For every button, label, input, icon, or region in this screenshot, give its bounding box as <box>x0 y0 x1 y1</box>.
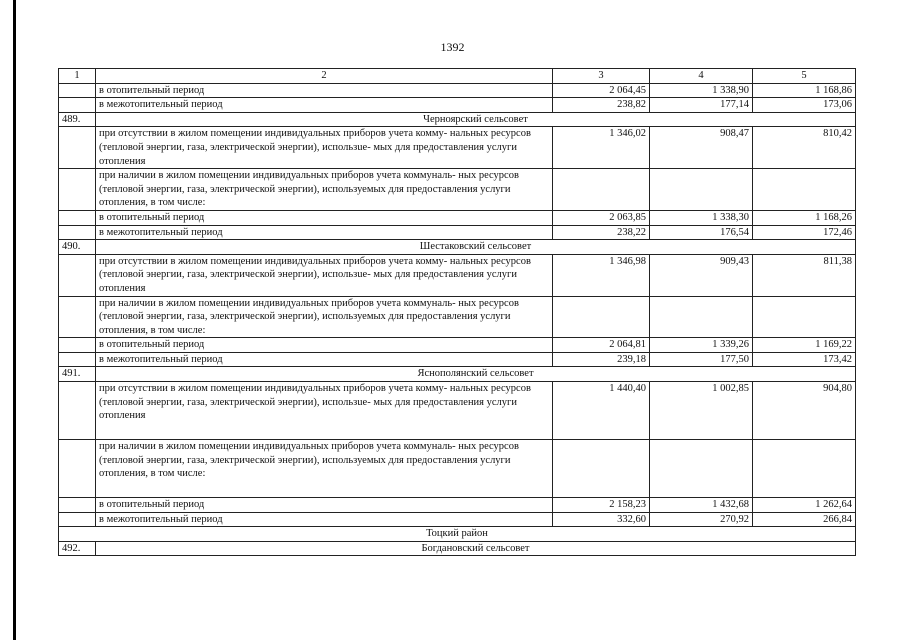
value-col4: 909,43 <box>650 254 753 296</box>
value-col3 <box>553 440 650 498</box>
section-title: Богдановский сельсовет <box>96 541 856 556</box>
table-row <box>59 440 856 498</box>
value-col3: 1 346,02 <box>553 127 650 169</box>
section-title: Шестаковский сельсовет <box>96 240 856 255</box>
value-col3 <box>553 169 650 211</box>
row-number <box>59 254 96 296</box>
value-col5: 810,42 <box>753 127 856 169</box>
row-label: при отсутствии в жилом помещении индивидуальных приборов учета комму- нальных ресурсов (тепловой энергии, газа, электрической энергии), использue- мых для предоставления услуги отопления <box>96 127 553 169</box>
value-col5: 811,38 <box>753 254 856 296</box>
table-row <box>59 98 856 113</box>
value-col3: 2 158,23 <box>553 498 650 513</box>
row-number <box>59 296 96 338</box>
value-col3: 238,82 <box>553 98 650 113</box>
row-label: в отопительный период <box>96 210 553 225</box>
value-col4: 270,92 <box>650 512 753 527</box>
row-number <box>59 83 96 98</box>
tariff-table <box>58 68 856 556</box>
row-label: при наличии в жилом помещении индивидуальных приборов учета коммуналь- ных ресурсов (тепловой энергии, газа, электрической энергии), используемых для предоставления услуги отопления, в том числе: <box>96 296 553 338</box>
value-col3: 332,60 <box>553 512 650 527</box>
section-title: Черноярский сельсовет <box>96 112 856 127</box>
value-col4 <box>650 169 753 211</box>
row-number <box>59 338 96 353</box>
page-left-edge-bar <box>13 0 16 640</box>
value-col4: 176,54 <box>650 225 753 240</box>
value-col5: 1 168,26 <box>753 210 856 225</box>
section-row <box>59 112 856 127</box>
value-col5: 172,46 <box>753 225 856 240</box>
row-label: в межотопительный период <box>96 225 553 240</box>
row-label: при отсутствии в жилом помещении индивидуальных приборов учета комму- нальных ресурсов (тепловой энергии, газа, электрической энергии), использue- мых для предоставления услуги отопления <box>96 254 553 296</box>
header-row <box>59 69 856 84</box>
value-col3: 1 440,40 <box>553 382 650 440</box>
row-label: при отсутствии в жилом помещении индивидуальных приборов учета комму- нальных ресурсов (тепловой энергии, газа, электрической энергии), использue- мых для предоставления услуги отопления <box>96 382 553 440</box>
table-row <box>59 127 856 169</box>
row-number <box>59 382 96 440</box>
value-col3 <box>553 296 650 338</box>
value-col4: 1 338,90 <box>650 83 753 98</box>
table-row <box>59 352 856 367</box>
section-row <box>59 240 856 255</box>
row-number <box>59 498 96 513</box>
table-row <box>59 498 856 513</box>
value-col4: 1 338,30 <box>650 210 753 225</box>
value-col3: 2 064,81 <box>553 338 650 353</box>
header-cell: 1 <box>59 69 96 84</box>
value-col4: 177,14 <box>650 98 753 113</box>
row-label: в межотопительный период <box>96 98 553 113</box>
row-number <box>59 225 96 240</box>
section-number: 489. <box>59 112 96 127</box>
table-row <box>59 512 856 527</box>
value-col3: 238,22 <box>553 225 650 240</box>
value-col4 <box>650 296 753 338</box>
row-number <box>59 98 96 113</box>
header-cell: 2 <box>96 69 553 84</box>
value-col5: 1 169,22 <box>753 338 856 353</box>
row-label: в отопительный период <box>96 83 553 98</box>
value-col3: 1 346,98 <box>553 254 650 296</box>
value-col5 <box>753 296 856 338</box>
table-row <box>59 225 856 240</box>
table-row <box>59 338 856 353</box>
row-label: при наличии в жилом помещении индивидуальных приборов учета коммуналь- ных ресурсов (тепловой энергии, газа, электрической энергии), используемых для предоставления услуги отопления, в том числе: <box>96 169 553 211</box>
value-col5: 266,84 <box>753 512 856 527</box>
row-label: в межотопительный период <box>96 512 553 527</box>
value-col5: 1 168,86 <box>753 83 856 98</box>
value-col4: 908,47 <box>650 127 753 169</box>
value-col5: 173,06 <box>753 98 856 113</box>
value-col3: 239,18 <box>553 352 650 367</box>
row-number <box>59 352 96 367</box>
section-row <box>59 367 856 382</box>
value-col4 <box>650 440 753 498</box>
value-col4: 1 339,26 <box>650 338 753 353</box>
value-col5 <box>753 440 856 498</box>
value-col4: 177,50 <box>650 352 753 367</box>
row-number <box>59 127 96 169</box>
value-col3: 2 063,85 <box>553 210 650 225</box>
section-number: 490. <box>59 240 96 255</box>
row-label: в отопительный период <box>96 498 553 513</box>
table-row <box>59 254 856 296</box>
table-row <box>59 169 856 211</box>
value-col5 <box>753 169 856 211</box>
section-title: Яснополянский сельсовет <box>96 367 856 382</box>
header-cell: 3 <box>553 69 650 84</box>
row-number <box>59 210 96 225</box>
value-col4: 1 432,68 <box>650 498 753 513</box>
value-col5: 904,80 <box>753 382 856 440</box>
table-row <box>59 382 856 440</box>
section-number: 492. <box>59 541 96 556</box>
value-col5: 1 262,64 <box>753 498 856 513</box>
row-label: при наличии в жилом помещении индивидуальных приборов учета коммуналь- ных ресурсов (тепловой энергии, газа, электрической энергии), используемых для предоставления услуги отопления, в том числе: <box>96 440 553 498</box>
row-label: в отопительный период <box>96 338 553 353</box>
section-number: 491. <box>59 367 96 382</box>
row-number <box>59 440 96 498</box>
table-row <box>59 210 856 225</box>
row-number <box>59 169 96 211</box>
table-row <box>59 296 856 338</box>
district-title: Тоцкий район <box>59 527 856 542</box>
row-number <box>59 512 96 527</box>
district-row <box>59 527 856 542</box>
table-row <box>59 83 856 98</box>
section-row <box>59 541 856 556</box>
page-number: 1392 <box>440 40 465 54</box>
value-col4: 1 002,85 <box>650 382 753 440</box>
row-label: в межотопительный период <box>96 352 553 367</box>
header-cell: 5 <box>753 69 856 84</box>
value-col3: 2 064,45 <box>553 83 650 98</box>
header-cell: 4 <box>650 69 753 84</box>
value-col5: 173,42 <box>753 352 856 367</box>
